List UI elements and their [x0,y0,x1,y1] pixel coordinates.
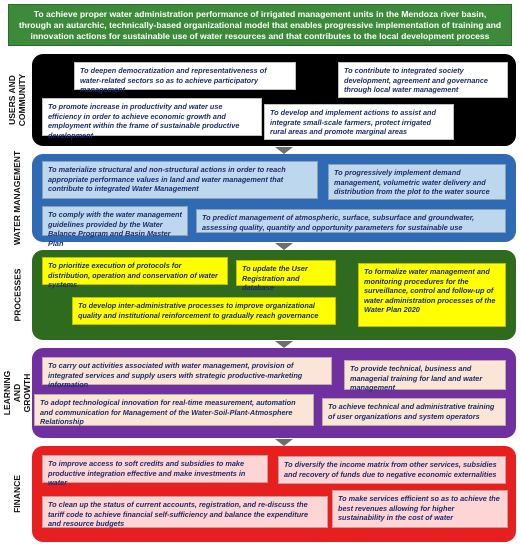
finance-panel [32,446,516,542]
vision-text: To achieve proper water administration performance of irrigated management units in the Mendoza river basin, through an autarchic, technically-based organizational model that enables progressive implementation of training and innovation actions for sustainable use of water resources and that contributes to the local development process [18,8,502,41]
vision-header [8,4,512,46]
processes-label: PROCESSES [12,268,22,322]
objective-box: To materialize structural and non-structural actions in order to reach appropriate performance values in land and water management that contribute to integrated Water Management [42,161,318,199]
objective-box: To predict management of atmospheric, surface, subsurface and groundwater, assessing quality, quantity and opportunity parameters for sustainable use [196,209,506,233]
objective-box: To diversify the income matrix from other services, subsidies and recovery of funds due to negative economic externalities [278,456,506,484]
water-management-label: WATER MANAGEMENT [12,150,22,246]
down-arrow-icon [275,341,293,348]
processes-panel [32,250,516,340]
users-community-row [4,54,516,146]
processes-row [4,250,516,340]
objective-box: To clean up the status of current accounts, registration, and re-discuss the tariff code to achieve financial self-sufficiency and balance the expenditure and resource budgets [42,496,328,528]
objective-box: To develop inter-administrative processes to improve organizational quality and institutional reinforcement to gradually reach governance [72,297,336,325]
objective-box: To carry out activities associated with water management, provision of integrated services and supply users with strategic productive-marketing information [42,357,332,385]
objective-box: To comply with the water management guidelines provided by the Water Balance Program and Basin Master Plan [42,206,188,236]
down-arrow-icon [275,243,293,250]
objective-box: To formalize water management and monitoring procedures for the surveillance, control and follow-up of water administration processes of the Water Plan 2020 [358,263,506,327]
objective-box: To make services efficient so as to achieve the best revenues allowing for higher sustainability in the cost of water [332,490,508,528]
users-community-label: USERS AND COMMUNITY [7,73,28,127]
down-arrow-icon [275,439,293,446]
objective-box: To update the User Registration and database [236,260,336,286]
objective-box: To promote increase in productivity and water use efficiency in order to achieve economic growth and employment within the frame of sustainable productive development [42,98,262,136]
objective-box: To improve access to soft credits and subsidies to make productive integration effective and make investments in water [42,455,268,483]
objective-box: To provide technical, business and managerial training for land and water management [344,360,506,390]
finance-label: FINANCE [12,475,22,513]
objective-box: To deepen democratization and representativeness of water-related sectors so as to achieve participatory management [74,62,296,90]
objective-box: To develop and implement actions to assist and integrate small-scale farmers, protect irrigated rural areas and promote marginal areas [264,104,454,140]
learning-growth-row [4,348,516,438]
objective-box: To prioritize execution of protocols for distribution, operation and conservation of water systems [42,257,228,285]
objective-box: To achieve technical and administrative training of user organizations and system operators [322,398,506,426]
water-management-panel [32,154,516,248]
objective-box: To contribute to integrated society development, agreement and governance through local water management [338,62,508,98]
water-management-row [4,150,516,248]
objective-box: To adopt technological innovation for real-time measurement, automation and communication for Management of the Water-Soil-Plant-Atmosphere Relationship [34,394,314,426]
objective-box: To progressively implement demand management, volumetric water delivery and distribution from the plot to the water source [328,164,506,200]
users-community-panel [32,54,516,146]
finance-row [4,446,516,542]
learning-growth-label: LEARNING AND GROWTH [2,370,33,416]
learning-growth-panel [32,348,516,438]
down-arrow-icon [275,147,293,154]
